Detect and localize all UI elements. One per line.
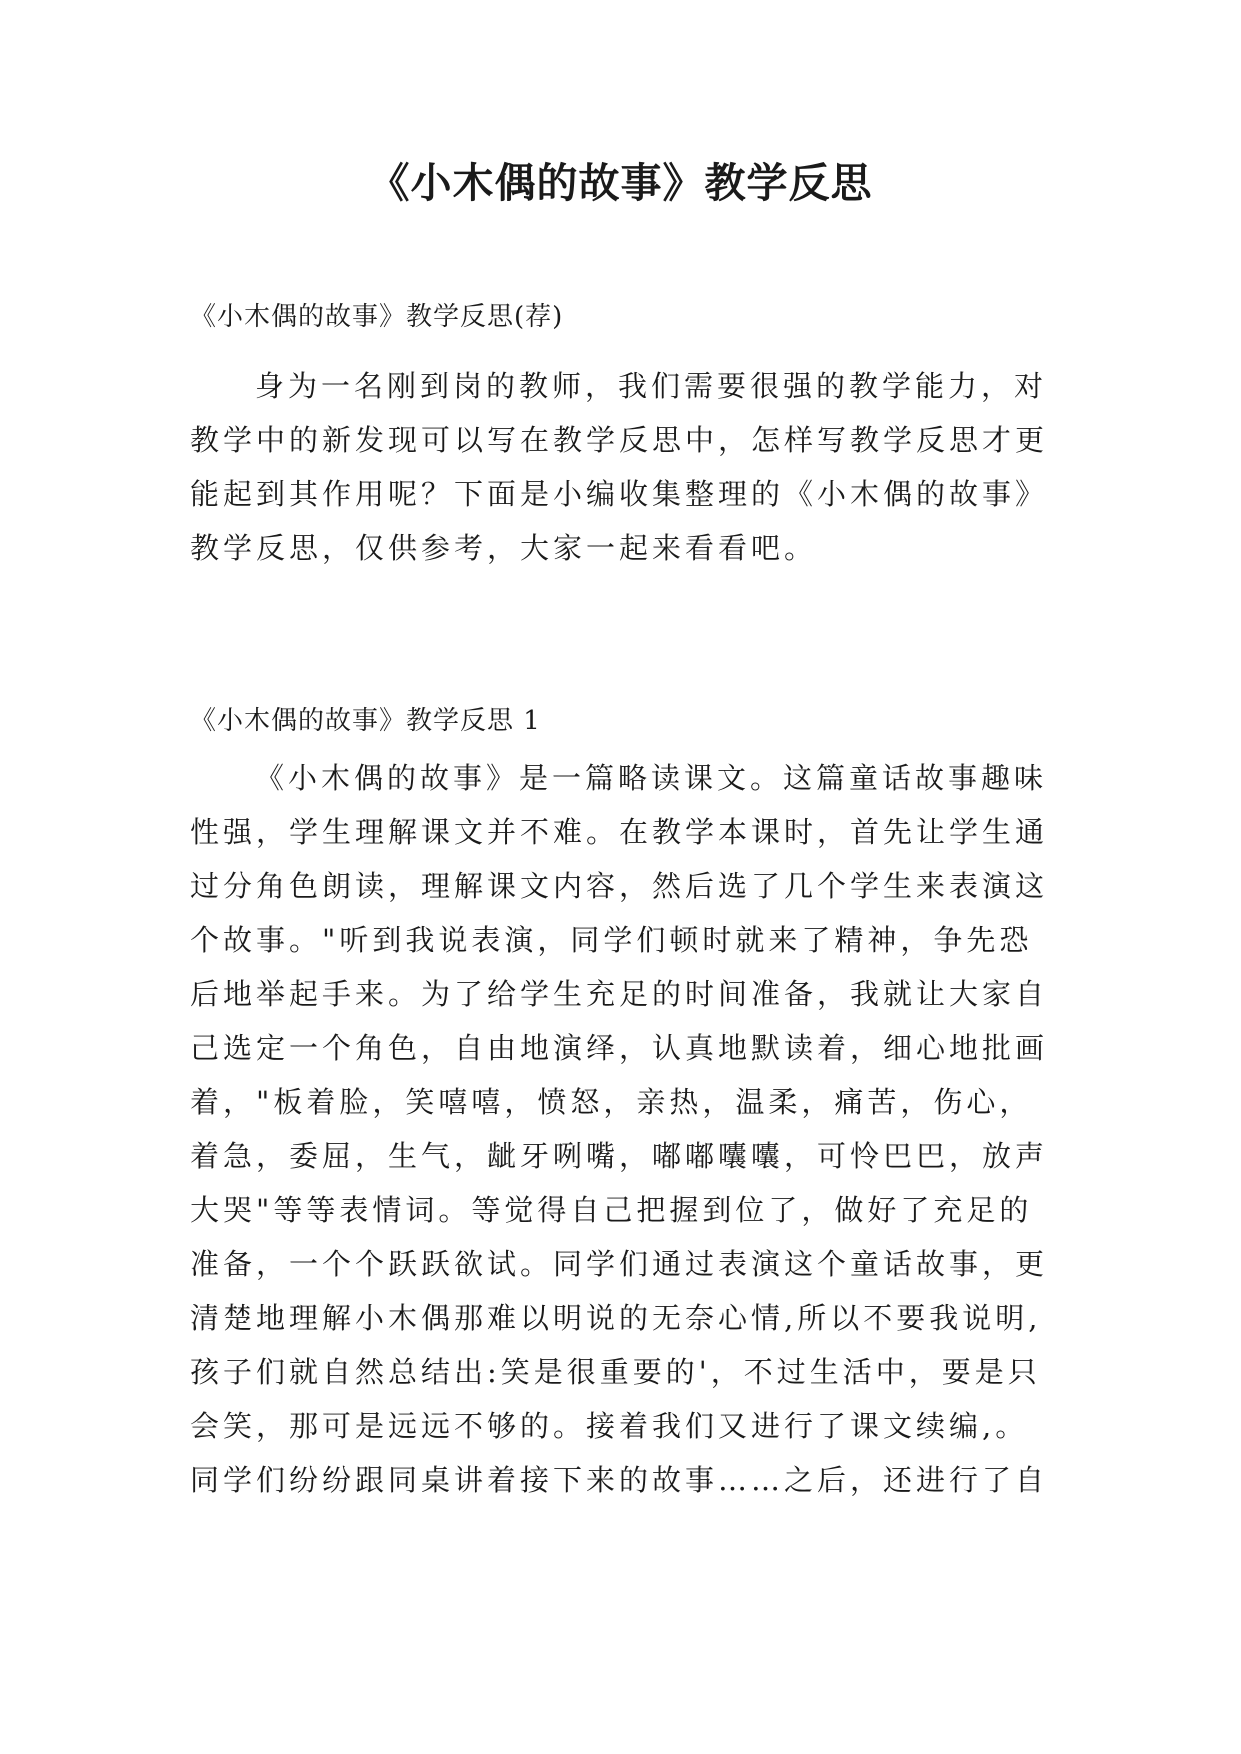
intro-paragraph-line: 教学反思，仅供参考，大家一起来看看吧。 [190, 531, 818, 565]
intro-paragraph-line: 身为一名刚到岗的教师，我们需要很强的教学能力，对 [255, 369, 1048, 403]
body-paragraph-line: 准备，一个个跃跃欲试。同学们通过表演这个童话故事，更 [190, 1247, 1049, 1281]
body-paragraph-line: 着，"板着脸，笑嘻嘻，愤怒，亲热，温柔，痛苦，伤心， [190, 1085, 1033, 1119]
body-paragraph-line: 清楚地理解小木偶那难以明说的无奈心情,所以不要我说明, [190, 1301, 1042, 1335]
body-paragraph-line: 孩子们就自然总结出:笑是很重要的'，不过生活中，要是只 [190, 1355, 1041, 1389]
intro-paragraph-line: 教学中的新发现可以写在教学反思中，怎样写教学反思才更 [190, 423, 1049, 457]
body-paragraph-line: 个故事。"听到我说表演，同学们顿时就来了精神，争先恐 [190, 923, 1033, 957]
body-paragraph-line: 大哭"等等表情词。等觉得自己把握到位了，做好了充足的 [190, 1193, 1033, 1227]
document-subtitle: 《小木偶的故事》教学反思(荐) [190, 302, 564, 332]
section-heading: 《小木偶的故事》教学反思 1 [190, 706, 541, 736]
body-paragraph-line: 己选定一个角色，自由地演绎，认真地默读着，细心地批画 [190, 1031, 1049, 1065]
intro-paragraph-line: 能起到其作用呢？下面是小编收集整理的《小木偶的故事》 [190, 477, 1049, 511]
body-paragraph-line: 着急，委屈，生气，龇牙咧嘴，嘟嘟囔囔，可怜巴巴，放声 [190, 1139, 1049, 1173]
document-title: 《小木偶的故事》教学反思 [368, 159, 873, 207]
body-paragraph-line: 性强，学生理解课文并不难。在教学本课时，首先让学生通 [190, 815, 1049, 849]
body-paragraph-line: 会笑，那可是远远不够的。接着我们又进行了课文续编,。 [190, 1409, 1029, 1443]
body-paragraph-line: 同学们纷纷跟同桌讲着接下来的故事……之后，还进行了自 [190, 1463, 1049, 1497]
body-paragraph-line: 过分角色朗读，理解课文内容，然后选了几个学生来表演这 [190, 869, 1049, 903]
body-paragraph-line: 后地举起手来。为了给学生充足的时间准备，我就让大家自 [190, 977, 1049, 1011]
body-paragraph-line: 《小木偶的故事》是一篇略读课文。这篇童话故事趣味 [255, 761, 1048, 795]
